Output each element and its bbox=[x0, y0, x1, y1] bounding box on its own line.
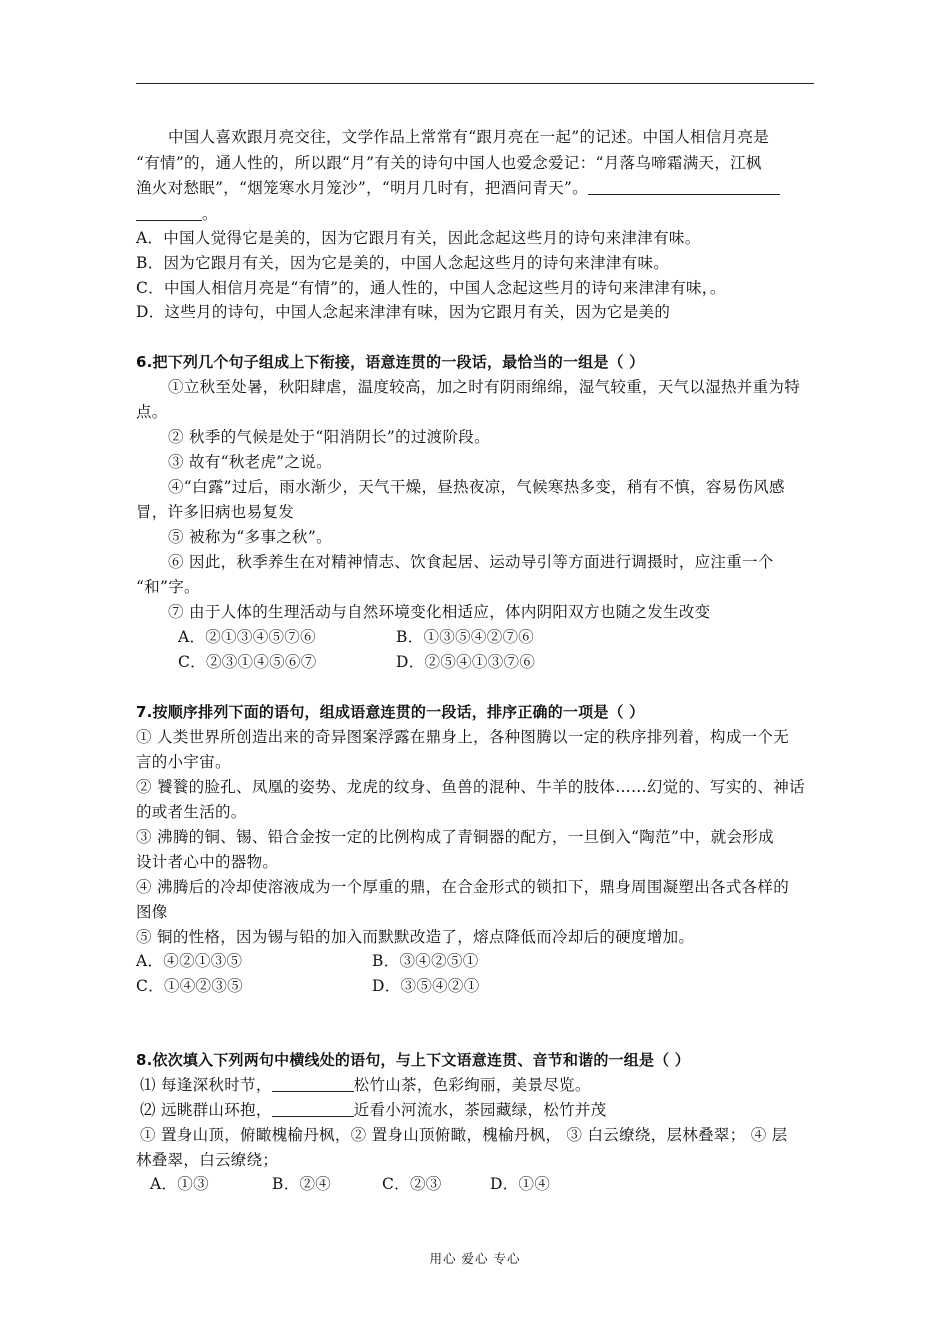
intro-line-3-text: 渔火对愁眠”，“烟笼寒水月笼沙”，“明月几时有，把酒问青天”。 bbox=[136, 179, 588, 197]
q8-option-d[interactable]: D．①④ bbox=[490, 1175, 551, 1193]
q7-sentence-3b: 设计者心中的器物。 bbox=[136, 853, 279, 871]
q8-sentence-1 bbox=[140, 1073, 591, 1097]
q6-sentence-4a: ④“白露”过后，雨水渐少，天气干燥，昼热夜凉，气候寒热多变，稍有不慎，容易伤风感 bbox=[168, 478, 785, 496]
q7-options-row-1 bbox=[136, 949, 736, 973]
q7-sentence-4b: 图像 bbox=[136, 903, 168, 921]
q6-sentence-1b: 点。 bbox=[136, 403, 168, 421]
q7-option-c[interactable]: C．①④②③⑤ bbox=[136, 977, 243, 995]
q6-sentence-3: ③ 故有“秋老虎”之说。 bbox=[168, 453, 332, 471]
question-6-title: 6.把下列几个句子组成上下衔接，语意连贯的一段话，最恰当的一组是（ ） bbox=[136, 353, 645, 371]
q7-options-row-2 bbox=[136, 974, 736, 998]
q7-sentence-1b: 言的小宇宙。 bbox=[136, 753, 231, 771]
q7-option-b[interactable]: B．③④②⑤① bbox=[372, 952, 479, 970]
intro-option-b: B．因为它跟月有关，因为它是美的，中国人念起这些月的诗句来津津有味。 bbox=[136, 254, 670, 272]
q6-sentence-6a: ⑥ 因此，秋季养生在对精神情志、饮食起居、运动导引等方面进行调摄时，应注重一个 bbox=[168, 553, 774, 571]
header-rule bbox=[136, 83, 814, 84]
q7-sentence-2a: ② 饕餮的脸孔、凤凰的姿势、龙虎的纹身、鱼兽的混种、牛羊的肢体……幻觉的、写实的、神话 bbox=[136, 778, 805, 796]
q7-option-d[interactable]: D．③⑤④②① bbox=[372, 977, 480, 995]
q8-options-row bbox=[150, 1172, 650, 1196]
intro-line-4-end: 。 bbox=[202, 205, 218, 223]
q8-choices-line-2: 林叠翠，白云缭绕； bbox=[136, 1151, 279, 1169]
intro-line-1: 中国人喜欢跟月亮交往，文学作品上常常有“跟月亮在一起”的记述。中国人相信月亮是 bbox=[168, 128, 770, 146]
q8-sentence-2-pre: ⑵ 远眺群山环抱， bbox=[140, 1101, 272, 1119]
q6-sentence-6b: “和”字。 bbox=[136, 578, 200, 596]
answer-blank-continued[interactable] bbox=[136, 204, 202, 221]
q7-option-a[interactable]: A．④②①③⑤ bbox=[136, 952, 243, 970]
q6-sentence-7: ⑦ 由于人体的生理活动与自然环境变化相适应，体内阴阳双方也随之发生改变 bbox=[168, 603, 711, 621]
q6-sentence-5: ⑤ 被称为“多事之秋”。 bbox=[168, 528, 332, 546]
q6-sentence-2: ② 秋季的气候是处于“阳消阴长”的过渡阶段。 bbox=[168, 428, 490, 446]
q8-sentence-2-post: 近看小河流水，茶园藏绿，松竹并茂 bbox=[353, 1101, 607, 1119]
q6-sentence-1a: ①立秋至处暑，秋阳肆虐，温度较高，加之时有阴雨绵绵，湿气较重，天气以湿热并重为特 bbox=[168, 378, 801, 396]
question-8-title: 8.依次填入下列两句中横线处的语句，与上下文语意连贯、音节和谐的一组是（ ） bbox=[136, 1051, 690, 1069]
q6-option-a[interactable]: A．②①③④⑤⑦⑥ bbox=[178, 628, 316, 646]
q8-sentence-1-pre: ⑴ 每逢深秋时节， bbox=[140, 1076, 272, 1094]
q8-choices-line-1: ① 置身山顶，俯瞰槐榆丹枫，② 置身山顶俯瞰，槐榆丹枫， ③ 白云缭绕，层林叠翠； ④ 层 bbox=[140, 1126, 788, 1144]
q8-blank-1[interactable] bbox=[272, 1075, 354, 1092]
q7-sentence-3a: ③ 沸腾的铜、锡、铅合金按一定的比例构成了青铜器的配方，一旦倒入“陶范”中，就会形成 bbox=[136, 828, 774, 846]
q8-sentence-1-post: 松竹山茶，色彩绚丽，美景尽览。 bbox=[353, 1076, 591, 1094]
q8-sentence-2 bbox=[140, 1098, 606, 1122]
q7-sentence-2b: 的或者生活的。 bbox=[136, 803, 247, 821]
intro-line-3 bbox=[136, 176, 780, 200]
q6-option-c[interactable]: C．②③①④⑤⑥⑦ bbox=[178, 653, 317, 671]
page-footer: 用心 爱心 专心 bbox=[429, 1251, 521, 1266]
intro-line-2: “有情”的，通人性的，所以跟“月”有关的诗句中国人也爱念爱记：“月落乌啼霜满天，江枫 bbox=[136, 154, 762, 172]
q6-sentence-4b: 冒，许多旧病也易复发 bbox=[136, 503, 295, 521]
q7-sentence-4a: ④ 沸腾后的冷却使溶液成为一个厚重的鼎，在合金形式的锁扣下，鼎身周围凝塑出各式各样的 bbox=[136, 878, 790, 896]
q6-option-b[interactable]: B．①③⑤④②⑦⑥ bbox=[396, 628, 535, 646]
q8-option-c[interactable]: C．②③ bbox=[382, 1175, 442, 1193]
q8-option-b[interactable]: B．②④ bbox=[272, 1175, 332, 1193]
q7-sentence-1a: ① 人类世界所创造出来的奇异图案浮露在鼎身上，各种图腾以一定的秩序排列着，构成一个无 bbox=[136, 728, 790, 746]
q6-options-row-2 bbox=[178, 650, 778, 674]
intro-option-a: A．中国人觉得它是美的，因为它跟月有关，因此念起这些月的诗句来津津有味。 bbox=[136, 229, 701, 247]
answer-blank[interactable] bbox=[588, 178, 780, 195]
intro-option-c: C．中国人相信月亮是“有情”的，通人性的，中国人念起这些月的诗句来津津有味，。 bbox=[136, 279, 726, 297]
question-7-title: 7.按顺序排列下面的语句，组成语意连贯的一段话，排序正确的一项是（ ） bbox=[136, 703, 645, 721]
q6-options-row-1 bbox=[178, 625, 778, 649]
intro-option-d: D．这些月的诗句，中国人念起来津津有味，因为它跟月有关，因为它是美的 bbox=[136, 303, 671, 321]
q6-option-d[interactable]: D．②⑤④①③⑦⑥ bbox=[396, 653, 536, 671]
q8-blank-2[interactable] bbox=[272, 1100, 354, 1117]
intro-line-4 bbox=[136, 202, 218, 226]
q7-sentence-5: ⑤ 铜的性格，因为锡与铅的加入而默默改造了，熔点降低而冷却后的硬度增加。 bbox=[136, 928, 695, 946]
q8-option-a[interactable]: A．①③ bbox=[150, 1175, 209, 1193]
